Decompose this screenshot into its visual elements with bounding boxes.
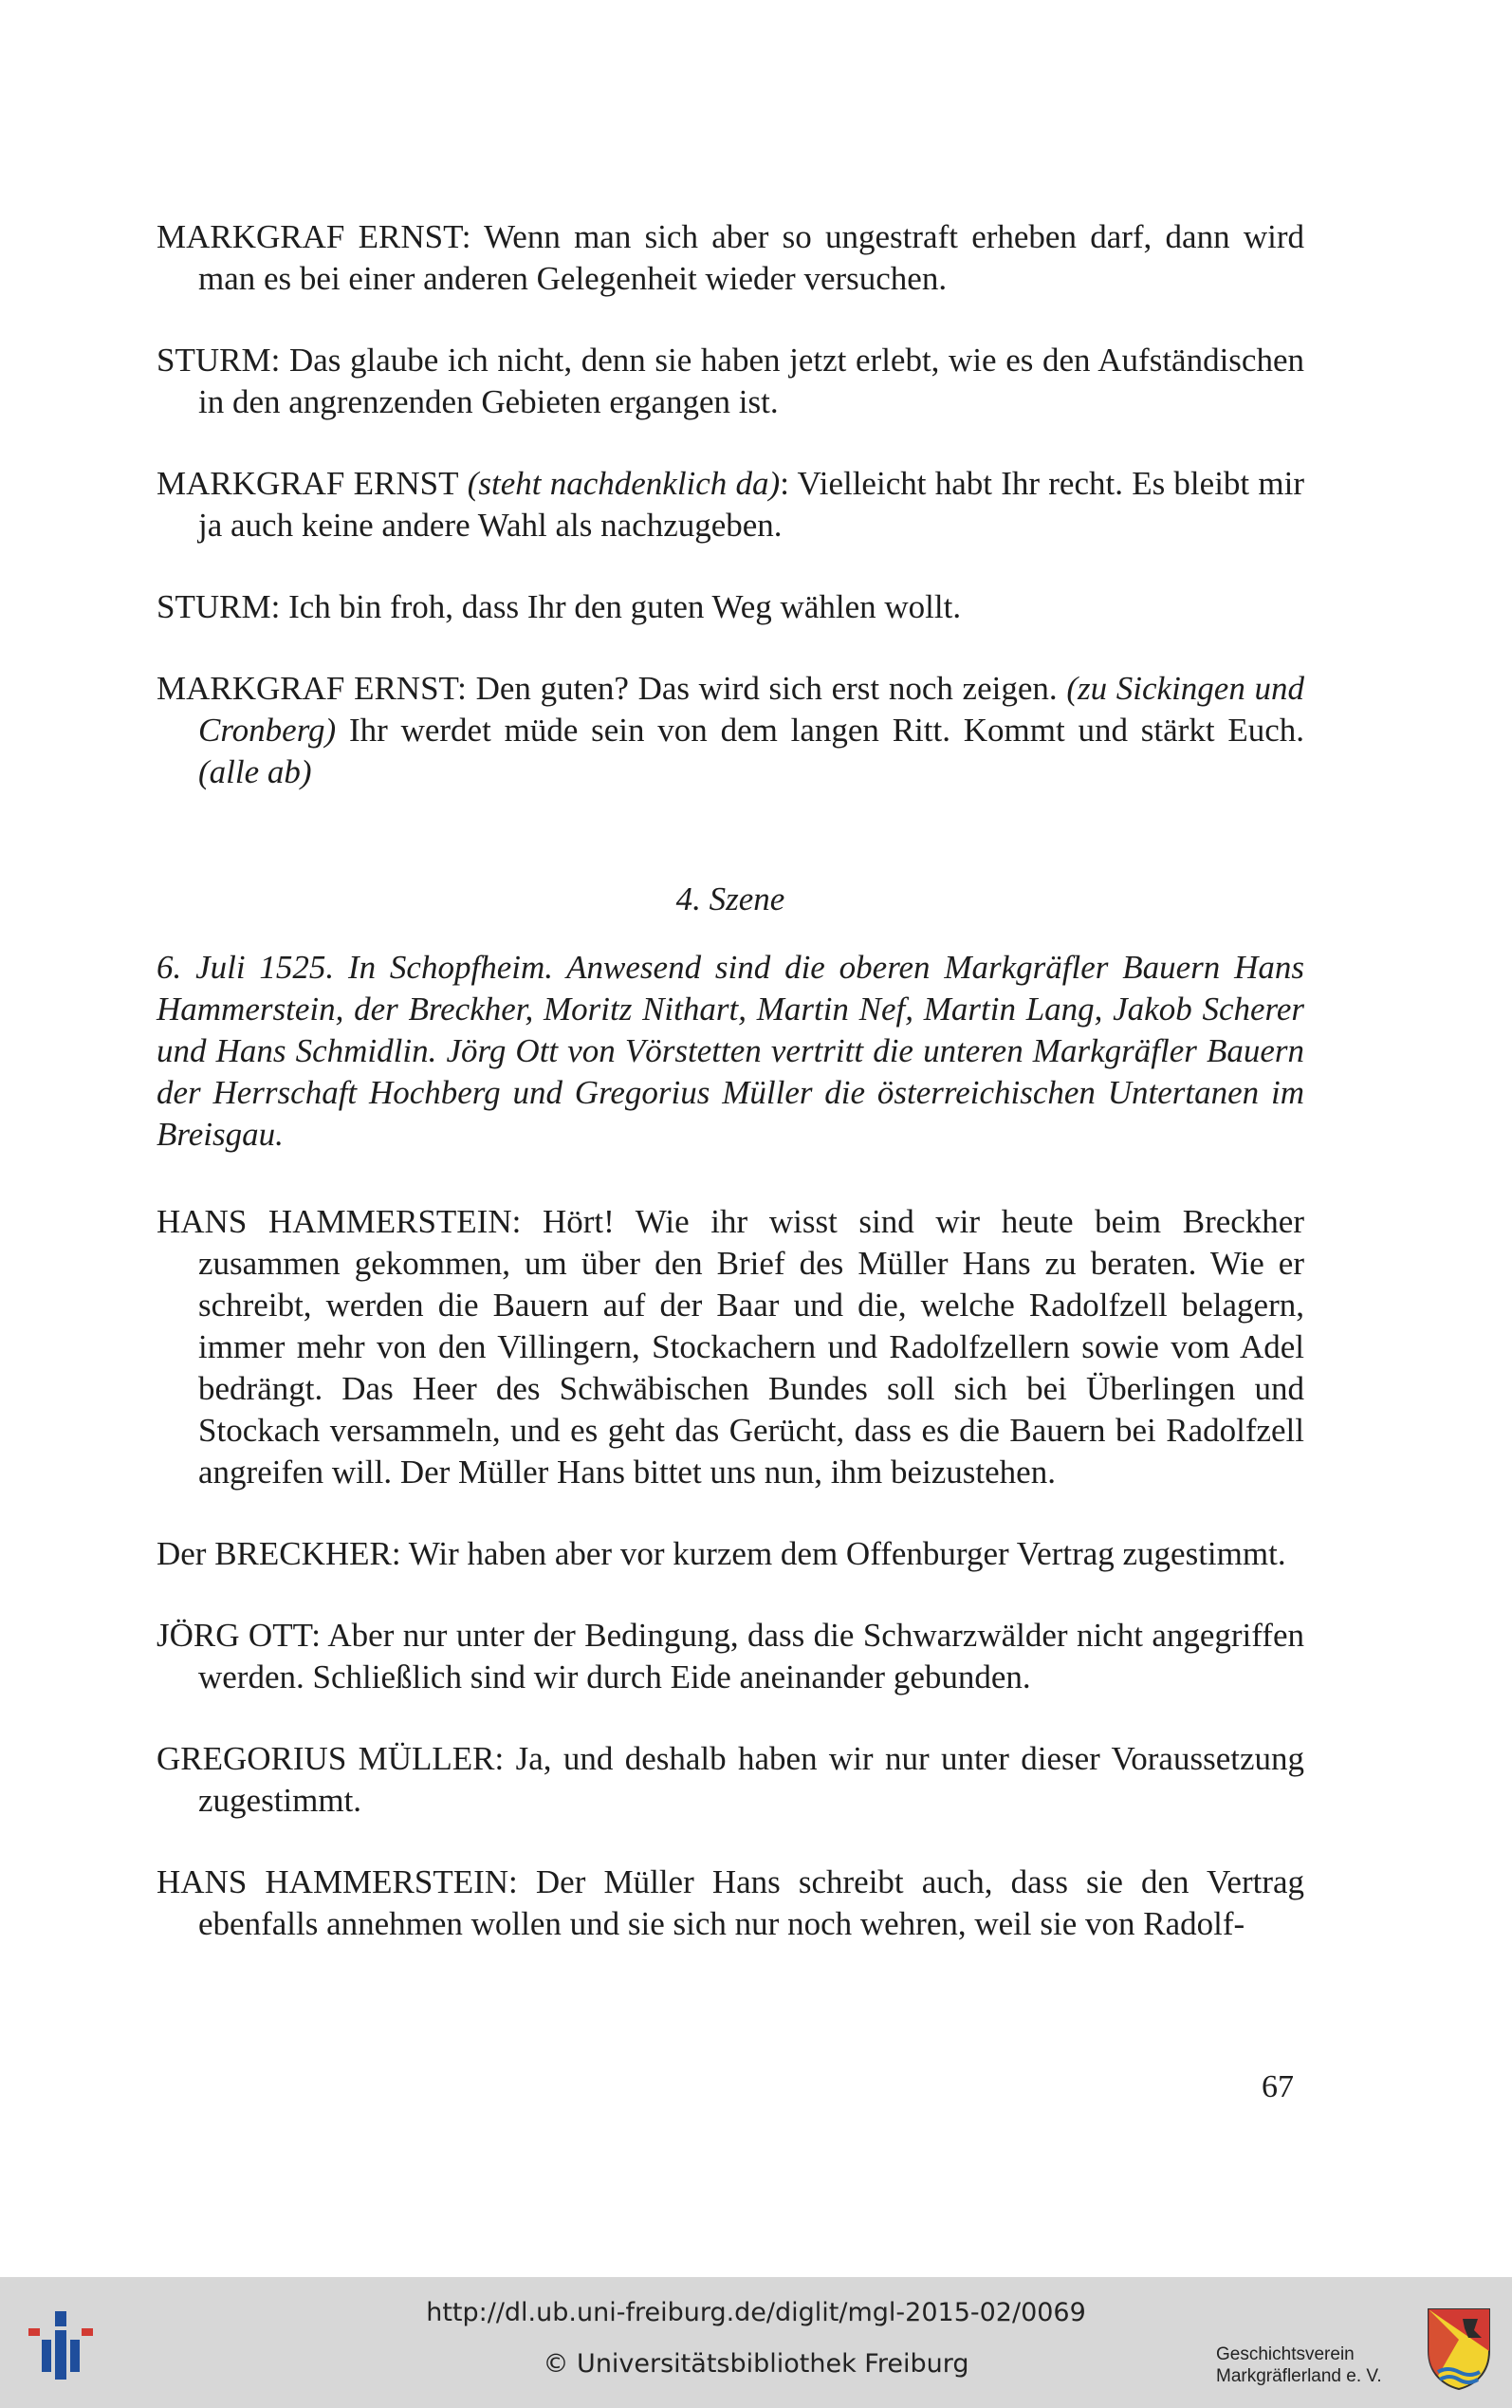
speaker-name: Der BRECKHER:	[157, 1535, 401, 1572]
dialogue-paragraph	[157, 216, 1304, 300]
footer-url-link[interactable]: http://dl.ub.uni-freiburg.de/diglit/mgl-2015-02/0069	[426, 2298, 1086, 2327]
dialogue-text: Ich bin froh, dass Ihr den guten Weg wählen wollt.	[288, 588, 962, 625]
dialogue-paragraph	[157, 1201, 1304, 1493]
society-line-2: Markgräflerland e. V.	[1216, 2366, 1382, 2386]
dialogue-text: Aber nur unter der Bedingung, dass die Schwarzwälder nicht angegriffen werden. Schließlich sind wir durch Eide aneinander gebunden.	[198, 1617, 1304, 1695]
dialogue-text: Der Müller Hans schreibt auch, dass sie den Vertrag ebenfalls annehmen wollen und sie sich nur noch wehren, weil sie von Radolf-	[198, 1863, 1305, 1942]
speaker-name: HANS HAMMERSTEIN:	[157, 1203, 522, 1240]
page-number: 67	[1262, 2069, 1294, 2104]
speaker-name: MARKGRAF ERNST:	[157, 218, 471, 255]
stage-direction: 6. Juli 1525. In Schopfheim. Anwesend sind die oberen Markgräfler Bauern Hans Hammerstein, der Breckher, Moritz Nithart, Martin Nef, Martin Lang, Jakob Scherer und Hans Schmidlin. Jörg Ott von Vörstetten vertritt die unteren Markgräfler Bauern der Herrschaft Hochberg und Gregorius Müller die österreichischen Untertanen im Breisgau.	[157, 949, 1304, 1153]
speaker-name: STURM:	[157, 342, 281, 379]
dialogue-text: Den guten? Das wird sich erst noch zeigen.	[475, 670, 1058, 707]
society-name	[1216, 2343, 1434, 2387]
dialogue-paragraph	[157, 668, 1304, 793]
dialogue-text: Das glaube ich nicht, denn sie haben jetzt erlebt, wie es den Aufständischen in den angrenzenden Gebieten ergangen ist.	[198, 342, 1304, 420]
page-content	[157, 216, 1304, 1985]
dialogue-paragraph	[157, 586, 1304, 628]
speaker-name: GREGORIUS MÜLLER:	[157, 1740, 505, 1777]
stage-direction-inline: (alle ab)	[198, 753, 312, 790]
speaker-name: JÖRG OTT:	[157, 1617, 321, 1654]
footer-bar	[0, 2277, 1512, 2408]
speaker-name: STURM:	[157, 588, 281, 625]
dialogue-paragraph	[157, 1615, 1304, 1698]
dialogue-text: Wir haben aber vor kurzem dem Offenburger Vertrag zugestimmt.	[408, 1535, 1286, 1572]
dialogue-text: Ja, und deshalb haben wir nur unter dieser Voraussetzung zugestimmt.	[198, 1740, 1305, 1819]
dialogue-text: Ihr werdet müde sein von dem langen Ritt. Kommt und stärkt Euch.	[348, 712, 1304, 749]
dialogue-paragraph	[157, 463, 1304, 546]
speaker-name: MARKGRAF ERNST:	[157, 670, 467, 707]
speaker-name: HANS HAMMERSTEIN:	[157, 1863, 518, 1900]
dialogue-paragraph	[157, 340, 1304, 423]
scene-title: 4. Szene	[675, 880, 785, 917]
society-line-1: Geschichtsverein	[1216, 2344, 1355, 2364]
ub-freiburg-logo	[23, 2307, 99, 2383]
dialogue-text: Hört! Wie ihr wisst sind wir heute beim Breckher zusammen gekommen, um über den Brief des Müller Hans zu beraten. Wie er schreibt, werden die Bauern auf der Baar und die, welche Radolfzell belagern, immer mehr von den Villingern, Stockachern und Radolfzellern sowie vom Adel bedrängt. Das Heer des Schwäbischen Bundes soll sich bei Überlingen und Stockach versammeln, und es geht das Gerücht, dass es die Bauern bei Radolfzell angreifen will. Der Müller Hans bittet uns nun, ihm beizustehen.	[198, 1203, 1304, 1491]
dialogue-text: : Vielleicht habt Ihr recht. Es bleibt mir ja auch keine andere Wahl als nachzugeben.	[198, 465, 1304, 544]
dialogue-text: Wenn man sich aber so ungestraft erheben darf, dann wird man es bei einer anderen Gelegenheit wieder versuchen.	[198, 218, 1304, 297]
dialogue-paragraph	[157, 1533, 1304, 1575]
coat-of-arms-icon	[1425, 2306, 1493, 2391]
dialogue-paragraph	[157, 1738, 1304, 1822]
stage-direction-inline: (zu Sickingen und Cronberg)	[198, 670, 1305, 749]
speaker-name: MARKGRAF ERNST	[157, 465, 459, 502]
footer-copyright: © Universitätsbibliothek Freiburg	[543, 2349, 969, 2379]
stage-direction-inline: (steht nachdenklich da)	[467, 465, 781, 502]
dialogue-paragraph	[157, 1862, 1304, 1945]
